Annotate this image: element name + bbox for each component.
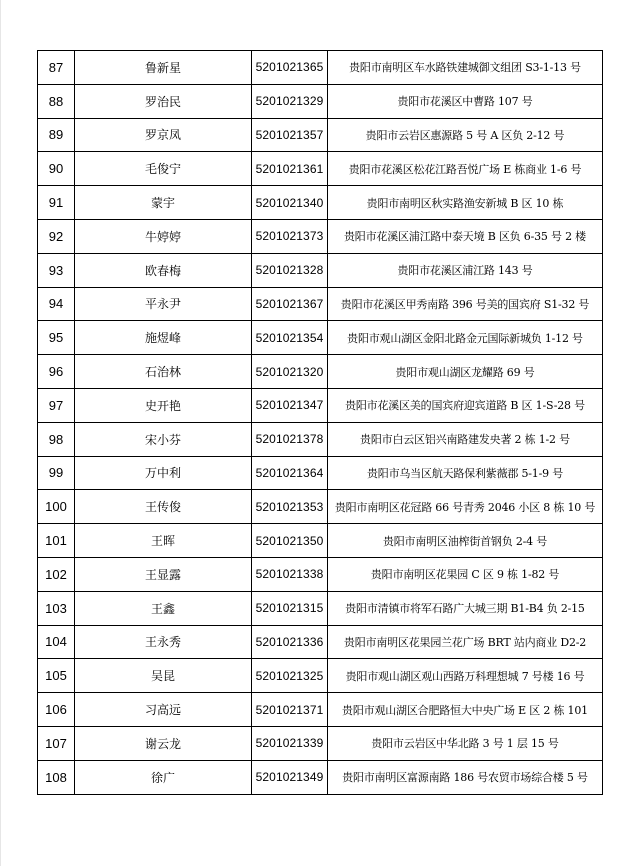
row-code-cell: 5201021357 [252,118,328,152]
row-number-cell: 107 [38,726,75,760]
row-code-cell: 5201021347 [252,388,328,422]
row-code-cell: 5201021371 [252,693,328,727]
table-row [38,118,603,152]
table-row [38,760,603,794]
row-address-cell: 贵阳市南明区车水路铁建城御文组团 S3-1-13 号 [328,51,603,85]
row-name-cell: 欧春梅 [75,253,252,287]
row-name-cell: 施煜峰 [75,321,252,355]
row-number-cell: 88 [38,84,75,118]
row-address-cell: 贵阳市云岩区中华北路 3 号 1 层 15 号 [328,726,603,760]
row-address-cell: 贵阳市花溪区浦江路 143 号 [328,253,603,287]
table-row [38,557,603,591]
row-code-cell: 5201021320 [252,355,328,389]
row-code-cell: 5201021338 [252,557,328,591]
row-number-cell: 89 [38,118,75,152]
table-row [38,287,603,321]
row-name-cell: 宋小芬 [75,422,252,456]
row-address-cell: 贵阳市乌当区航天路保利紫薇郡 5-1-9 号 [328,456,603,490]
row-address-cell: 贵阳市花溪区中曹路 107 号 [328,84,603,118]
row-code-cell: 5201021364 [252,456,328,490]
page-edge [0,0,1,866]
row-name-cell: 王传俊 [75,490,252,524]
row-name-cell: 鲁新星 [75,51,252,85]
row-name-cell: 史开艳 [75,388,252,422]
row-address-cell: 贵阳市观山湖区合肥路恒大中央广场 E 区 2 栋 101 [328,693,603,727]
row-address-cell: 贵阳市观山湖区金阳北路金元国际新城负 1-12 号 [328,321,603,355]
row-number-cell: 103 [38,591,75,625]
row-number-cell: 95 [38,321,75,355]
records-table-body [38,51,603,795]
table-row [38,625,603,659]
row-address-cell: 贵阳市花溪区松花江路吾悦广场 E 栋商业 1-6 号 [328,152,603,186]
row-name-cell: 石治林 [75,355,252,389]
row-name-cell: 牛婷婷 [75,219,252,253]
row-number-cell: 96 [38,355,75,389]
row-code-cell: 5201021349 [252,760,328,794]
table-row [38,693,603,727]
row-code-cell: 5201021353 [252,490,328,524]
row-number-cell: 105 [38,659,75,693]
row-code-cell: 5201021378 [252,422,328,456]
row-address-cell: 贵阳市观山湖区观山西路万科理想城 7 号楼 16 号 [328,659,603,693]
row-name-cell: 习高远 [75,693,252,727]
row-number-cell: 91 [38,186,75,220]
row-code-cell: 5201021328 [252,253,328,287]
row-number-cell: 104 [38,625,75,659]
row-code-cell: 5201021373 [252,219,328,253]
table-row [38,253,603,287]
row-address-cell: 贵阳市南明区秋实路渔安新城 B 区 10 栋 [328,186,603,220]
row-number-cell: 98 [38,422,75,456]
table-row [38,524,603,558]
table-row [38,490,603,524]
row-code-cell: 5201021367 [252,287,328,321]
row-number-cell: 102 [38,557,75,591]
row-number-cell: 87 [38,51,75,85]
row-code-cell: 5201021315 [252,591,328,625]
table-row [38,321,603,355]
row-code-cell: 5201021339 [252,726,328,760]
row-name-cell: 万中利 [75,456,252,490]
row-number-cell: 99 [38,456,75,490]
row-address-cell: 贵阳市花溪区浦江路中泰天境 B 区负 6-35 号 2 楼 [328,219,603,253]
row-name-cell: 蒙宇 [75,186,252,220]
table-row [38,84,603,118]
row-name-cell: 吴昆 [75,659,252,693]
row-name-cell: 王鑫 [75,591,252,625]
row-address-cell: 贵阳市观山湖区龙耀路 69 号 [328,355,603,389]
row-code-cell: 5201021350 [252,524,328,558]
row-address-cell: 贵阳市花溪区甲秀南路 396 号美的国宾府 S1-32 号 [328,287,603,321]
table-row [38,186,603,220]
table-row [38,388,603,422]
row-name-cell: 罗治民 [75,84,252,118]
row-code-cell: 5201021354 [252,321,328,355]
table-row [38,456,603,490]
table-row [38,591,603,625]
row-name-cell: 王晖 [75,524,252,558]
row-name-cell: 谢云龙 [75,726,252,760]
table-row [38,51,603,85]
row-address-cell: 贵阳市云岩区惠源路 5 号 A 区负 2-12 号 [328,118,603,152]
row-number-cell: 94 [38,287,75,321]
row-number-cell: 90 [38,152,75,186]
row-code-cell: 5201021336 [252,625,328,659]
row-name-cell: 罗京凤 [75,118,252,152]
table-row [38,659,603,693]
row-code-cell: 5201021325 [252,659,328,693]
table-row [38,219,603,253]
row-name-cell: 毛俊宁 [75,152,252,186]
row-address-cell: 贵阳市清镇市将军石路广大城三期 B1-B4 负 2-15 [328,591,603,625]
row-code-cell: 5201021361 [252,152,328,186]
row-name-cell: 平永尹 [75,287,252,321]
row-number-cell: 101 [38,524,75,558]
row-address-cell: 贵阳市南明区花果园兰花广场 BRT 站内商业 D2-2 [328,625,603,659]
row-number-cell: 100 [38,490,75,524]
row-name-cell: 王显露 [75,557,252,591]
row-address-cell: 贵阳市南明区富源南路 186 号农贸市场综合楼 5 号 [328,760,603,794]
row-address-cell: 贵阳市花溪区美的国宾府迎宾道路 B 区 1-S-28 号 [328,388,603,422]
row-number-cell: 93 [38,253,75,287]
row-address-cell: 贵阳市白云区铝兴南路建发央著 2 栋 1-2 号 [328,422,603,456]
row-code-cell: 5201021329 [252,84,328,118]
row-address-cell: 贵阳市南明区花果园 C 区 9 栋 1-82 号 [328,557,603,591]
row-code-cell: 5201021340 [252,186,328,220]
records-table [37,50,603,795]
table-row [38,355,603,389]
row-number-cell: 108 [38,760,75,794]
row-number-cell: 97 [38,388,75,422]
table-row [38,152,603,186]
table-row [38,422,603,456]
row-address-cell: 贵阳市南明区花冠路 66 号青秀 2046 小区 8 栋 10 号 [328,490,603,524]
row-number-cell: 92 [38,219,75,253]
table-row [38,726,603,760]
row-name-cell: 徐广 [75,760,252,794]
row-number-cell: 106 [38,693,75,727]
row-address-cell: 贵阳市南明区油榨街首钢负 2-4 号 [328,524,603,558]
row-name-cell: 王永秀 [75,625,252,659]
row-code-cell: 5201021365 [252,51,328,85]
